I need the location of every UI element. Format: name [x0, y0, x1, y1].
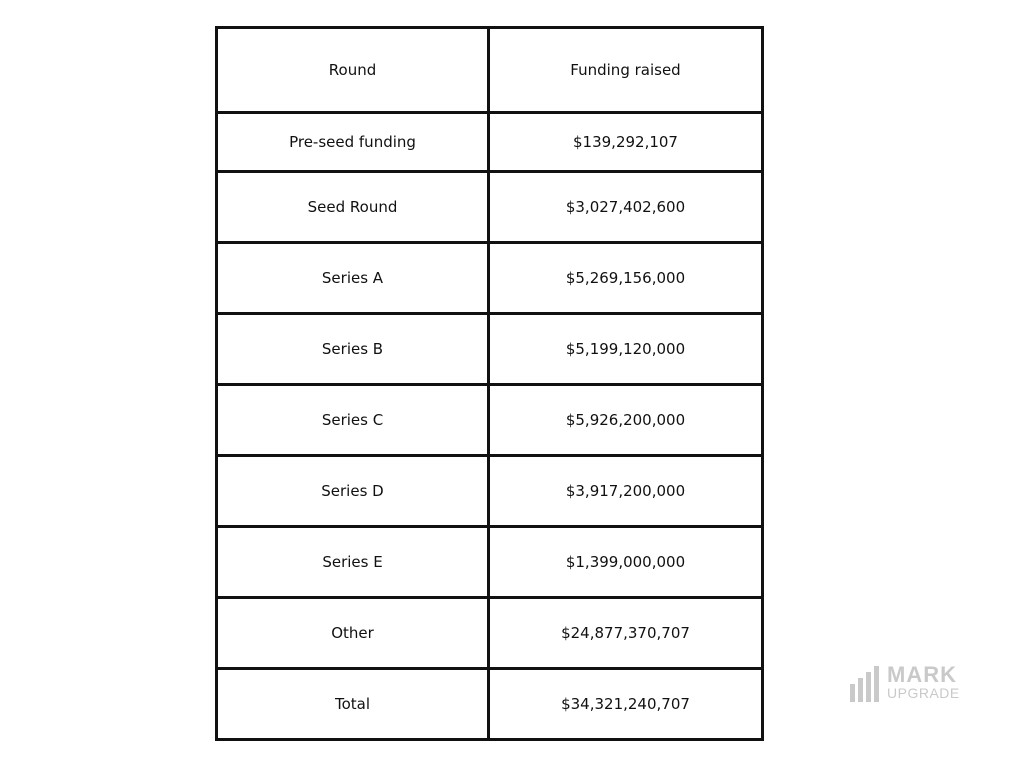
amount-cell: $3,027,402,600 — [489, 172, 763, 243]
round-cell: Other — [217, 598, 489, 669]
round-cell: Series E — [217, 527, 489, 598]
table-row — [217, 243, 763, 314]
table-row — [217, 314, 763, 385]
amount-cell: $5,269,156,000 — [489, 243, 763, 314]
watermark-line2: UPGRADE — [887, 685, 960, 701]
table-row — [217, 172, 763, 243]
round-cell: Series A — [217, 243, 489, 314]
amount-cell: $1,399,000,000 — [489, 527, 763, 598]
round-cell: Total — [217, 669, 489, 740]
watermark-text — [887, 664, 960, 700]
table-row — [217, 385, 763, 456]
amount-cell: $139,292,107 — [489, 113, 763, 172]
amount-cell: $5,199,120,000 — [489, 314, 763, 385]
round-cell: Pre-seed funding — [217, 113, 489, 172]
table-row-total — [217, 669, 763, 740]
bar-chart-logo-icon — [849, 666, 883, 702]
amount-cell: $3,917,200,000 — [489, 456, 763, 527]
table-row — [217, 456, 763, 527]
funding-table — [215, 26, 764, 741]
table-row — [217, 527, 763, 598]
watermark-line1: MARK — [887, 662, 957, 687]
round-cell: Series D — [217, 456, 489, 527]
amount-cell: $34,321,240,707 — [489, 669, 763, 740]
round-cell: Series B — [217, 314, 489, 385]
watermark-logo — [849, 664, 974, 704]
table-row — [217, 598, 763, 669]
table-header-row — [217, 28, 763, 113]
header-funding-raised: Funding raised — [489, 28, 763, 113]
amount-cell: $24,877,370,707 — [489, 598, 763, 669]
header-round: Round — [217, 28, 489, 113]
round-cell: Seed Round — [217, 172, 489, 243]
table-row — [217, 113, 763, 172]
round-cell: Series C — [217, 385, 489, 456]
amount-cell: $5,926,200,000 — [489, 385, 763, 456]
